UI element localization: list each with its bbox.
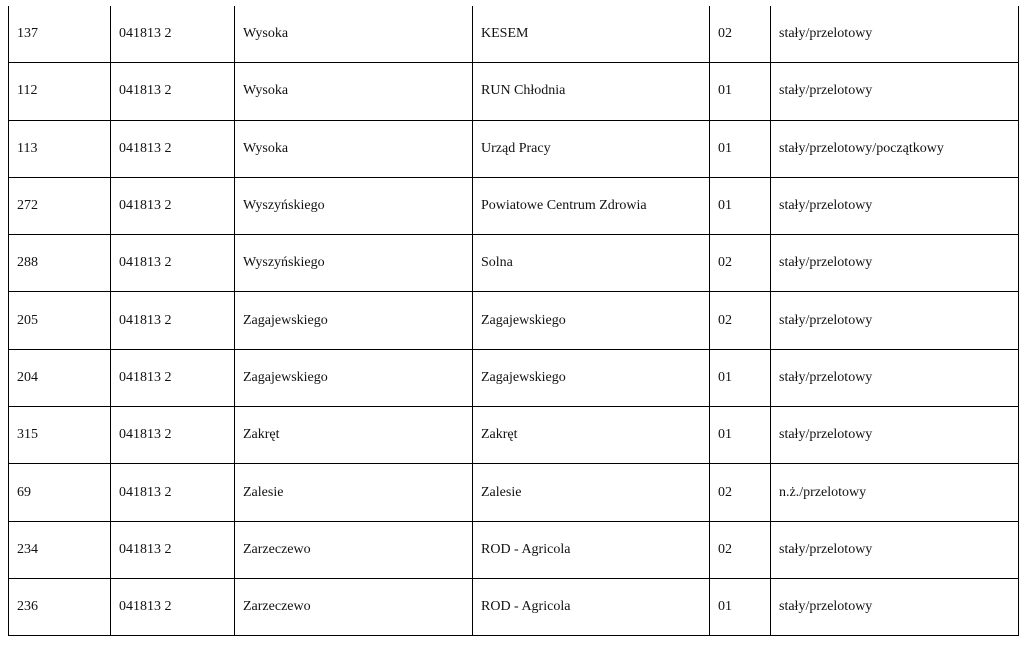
- cell-id: 288: [9, 235, 111, 292]
- cell-type: stały/przelotowy/początkowy: [771, 120, 1019, 177]
- cell-street: Wyszyńskiego: [235, 177, 473, 234]
- table-row: [9, 407, 1019, 464]
- cell-id: 204: [9, 349, 111, 406]
- table-row: [9, 464, 1019, 521]
- cell-stop-name: Urząd Pracy: [473, 120, 710, 177]
- cell-id: 112: [9, 63, 111, 120]
- cell-street: Wyszyńskiego: [235, 235, 473, 292]
- cell-code: 041813 2: [111, 578, 235, 635]
- cell-post: 01: [710, 177, 771, 234]
- cell-street: Wysoka: [235, 6, 473, 63]
- cell-id: 272: [9, 177, 111, 234]
- cell-type: stały/przelotowy: [771, 177, 1019, 234]
- cell-code: 041813 2: [111, 349, 235, 406]
- cell-street: Zakręt: [235, 407, 473, 464]
- cell-type: stały/przelotowy: [771, 349, 1019, 406]
- cell-type: stały/przelotowy: [771, 521, 1019, 578]
- cell-street: Zarzeczewo: [235, 578, 473, 635]
- cell-stop-name: Solna: [473, 235, 710, 292]
- cell-post: 02: [710, 292, 771, 349]
- cell-post: 02: [710, 464, 771, 521]
- cell-stop-name: Zakręt: [473, 407, 710, 464]
- cell-post: 02: [710, 235, 771, 292]
- cell-id: 234: [9, 521, 111, 578]
- table-row: [9, 292, 1019, 349]
- cell-code: 041813 2: [111, 464, 235, 521]
- cell-id: 236: [9, 578, 111, 635]
- table-row: [9, 63, 1019, 120]
- cell-type: n.ż./przelotowy: [771, 464, 1019, 521]
- cell-post: 01: [710, 120, 771, 177]
- cell-id: 69: [9, 464, 111, 521]
- cell-street: Zagajewskiego: [235, 292, 473, 349]
- cell-id: 113: [9, 120, 111, 177]
- cell-street: Zagajewskiego: [235, 349, 473, 406]
- table-row: [9, 521, 1019, 578]
- table-row: [9, 177, 1019, 234]
- cell-type: stały/przelotowy: [771, 578, 1019, 635]
- cell-stop-name: ROD - Agricola: [473, 521, 710, 578]
- cell-post: 01: [710, 349, 771, 406]
- cell-street: Zalesie: [235, 464, 473, 521]
- cell-code: 041813 2: [111, 63, 235, 120]
- cell-stop-name: Zalesie: [473, 464, 710, 521]
- cell-type: stały/przelotowy: [771, 63, 1019, 120]
- cell-street: Wysoka: [235, 63, 473, 120]
- cell-code: 041813 2: [111, 521, 235, 578]
- cell-post: 01: [710, 578, 771, 635]
- cell-stop-name: Zagajewskiego: [473, 349, 710, 406]
- cell-code: 041813 2: [111, 120, 235, 177]
- cell-stop-name: RUN Chłodnia: [473, 63, 710, 120]
- cell-code: 041813 2: [111, 6, 235, 63]
- cell-type: stały/przelotowy: [771, 6, 1019, 63]
- table-row: [9, 235, 1019, 292]
- table-row: [9, 578, 1019, 635]
- cell-id: 315: [9, 407, 111, 464]
- cell-type: stały/przelotowy: [771, 235, 1019, 292]
- table-row: [9, 120, 1019, 177]
- bus-stops-table: [8, 6, 1019, 636]
- cell-stop-name: Powiatowe Centrum Zdrowia: [473, 177, 710, 234]
- cell-stop-name: KESEM: [473, 6, 710, 63]
- cell-code: 041813 2: [111, 292, 235, 349]
- cell-id: 205: [9, 292, 111, 349]
- cell-stop-name: ROD - Agricola: [473, 578, 710, 635]
- cell-code: 041813 2: [111, 235, 235, 292]
- cell-id: 137: [9, 6, 111, 63]
- cell-post: 02: [710, 521, 771, 578]
- cell-code: 041813 2: [111, 177, 235, 234]
- table-row: [9, 6, 1019, 63]
- cell-post: 02: [710, 6, 771, 63]
- cell-post: 01: [710, 63, 771, 120]
- cell-type: stały/przelotowy: [771, 292, 1019, 349]
- table-body: [9, 6, 1019, 636]
- table-row: [9, 349, 1019, 406]
- cell-street: Wysoka: [235, 120, 473, 177]
- cell-code: 041813 2: [111, 407, 235, 464]
- cell-street: Zarzeczewo: [235, 521, 473, 578]
- cell-post: 01: [710, 407, 771, 464]
- cell-type: stały/przelotowy: [771, 407, 1019, 464]
- cell-stop-name: Zagajewskiego: [473, 292, 710, 349]
